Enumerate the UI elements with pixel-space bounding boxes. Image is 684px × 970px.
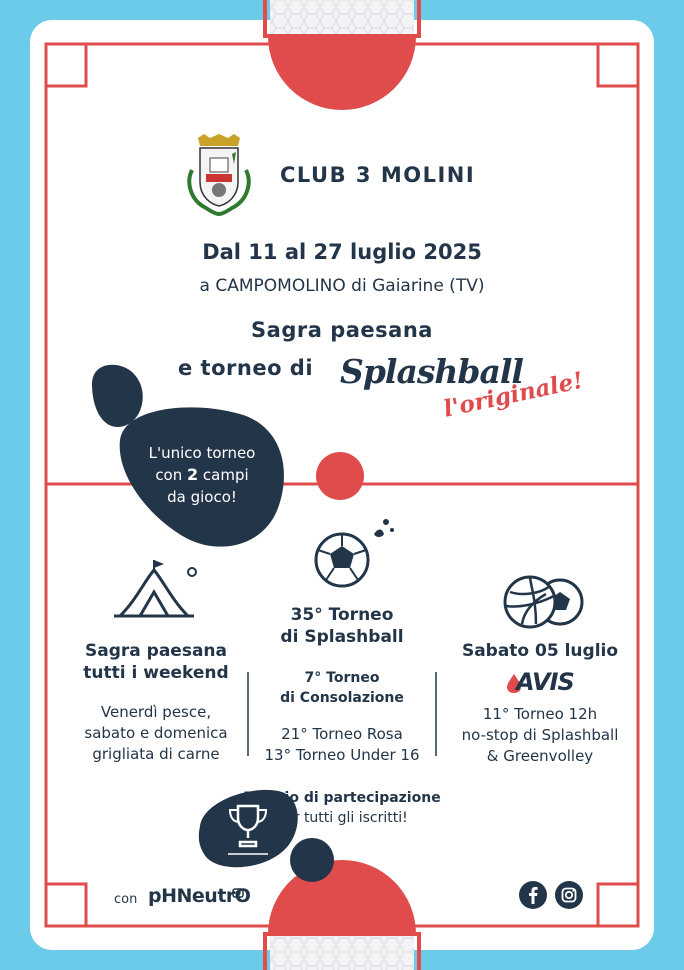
torneo-under16: 13° Torneo Under 16 [264,746,420,764]
camera-icon [232,886,244,898]
blob-small [92,365,143,427]
avis-logo [502,670,576,694]
bottom-goal-area [268,860,416,934]
prize-line-1: Premio di partecipazione [243,790,441,806]
bubble-line-3: da gioco! [167,488,237,506]
ball-icon [312,516,398,590]
tent-icon [110,556,200,622]
two-fields-bubble [118,428,286,548]
avis-desc-2: no-stop di Splashball [461,726,619,744]
center-dot [316,452,364,500]
event-location: a CAMPOMOLINO di Gaiarine (TV) [199,276,485,296]
coat-of-arms-icon [184,134,254,216]
blob-dot [290,838,334,882]
volleyball-icon [502,572,586,632]
torneo-title-1: 35° Torneo [290,605,394,625]
torneo-rosa: 21° Torneo Rosa [281,725,403,743]
sagra-title-1: Sagra paesana [85,641,227,661]
bubble-line-2-post: campi [198,466,249,484]
torneo-title-2: di Splashball [280,627,404,647]
top-goal-area [268,36,416,110]
bubble-line-2-bold: 2 [187,465,199,484]
brand-logo-text: Splashball [340,352,523,391]
column-torneo [244,604,440,766]
sponsor-name: pHNeutrO [148,885,251,907]
column-sagra [58,640,254,765]
avis-desc-1: 11° Torneo 12h [482,705,598,723]
sagra-desc-1: Venerdì pesce, [100,703,212,721]
instagram-icon[interactable] [554,880,584,910]
facebook-icon[interactable] [518,880,548,910]
bubble-line-1: L'unico torneo [148,444,256,462]
prize-note [0,788,684,829]
title-line-2: e torneo di [178,356,314,380]
event-dates: Dal 11 al 27 luglio 2025 [202,240,482,264]
prize-line-2: per tutti gli iscritti! [276,810,408,826]
bubble-line-2-pre: con [155,466,188,484]
consolazione-2: di Consolazione [280,690,404,706]
column-avis [440,640,640,767]
sagra-desc-2: sabato e domenica [84,724,228,742]
avis-date: Sabato 05 luglio [461,641,619,661]
brand-tagline: l'originale! [441,366,586,423]
sagra-title-2: tutti i weekend [83,663,229,683]
consolazione-1: 7° Torneo [304,670,380,686]
sponsor-with-label: con [114,892,138,907]
club-name: CLUB 3 MOLINI [280,163,476,187]
bubble-line-2 [118,464,286,486]
avis-desc-3: & Greenvolley [486,747,594,765]
title-line-1: Sagra paesana [251,318,433,342]
sagra-desc-3: grigliata di carne [92,745,220,763]
avis-logo-text: AVIS [516,668,574,696]
